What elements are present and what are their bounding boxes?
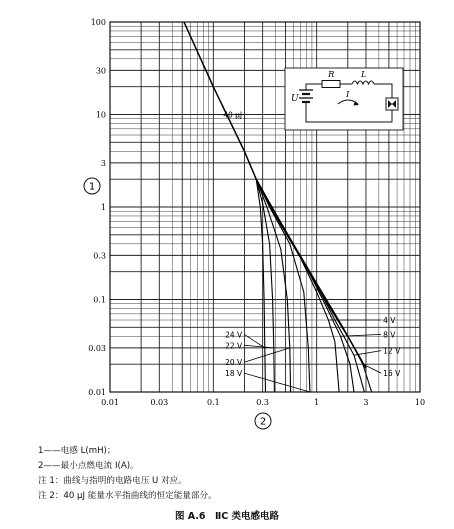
resistor-label: R xyxy=(328,70,335,80)
curve-label: 16 V xyxy=(383,369,401,379)
label-leader-line xyxy=(244,348,290,362)
note-inductance-legend: 1——电感 L(mH)； xyxy=(38,446,116,456)
curve-label: 12 V xyxy=(383,346,401,356)
note-1: 注 1：曲线与指明的电路电压 U 对应。 xyxy=(38,476,187,486)
current-label: I xyxy=(346,90,350,100)
y-axis-marker-text: 1 xyxy=(88,181,96,193)
curve-label: 20 V xyxy=(225,358,243,368)
notes xyxy=(38,444,438,504)
y-tick-label: 0.03 xyxy=(88,343,106,353)
inset-frame xyxy=(285,68,403,130)
figure-caption: 图 A.6 ⅡC 类电感电路 xyxy=(174,511,280,522)
y-axis-marker xyxy=(84,178,100,194)
y-tick-label: 0.1 xyxy=(93,295,106,305)
x-tick-label: 0.01 xyxy=(101,398,119,407)
circuit-inset xyxy=(285,68,403,130)
x-tick-label: 0.03 xyxy=(150,398,169,407)
curve-label: 18 V xyxy=(225,369,243,379)
inductor-label: L xyxy=(361,70,367,80)
note-2: 注 2：40 μJ 能量水平指曲线的恒定能量部分。 xyxy=(38,491,217,501)
x-tick-label: 0.1 xyxy=(206,398,220,407)
curve-label: 8 V xyxy=(383,330,396,340)
y-tick-label: 100 xyxy=(90,18,106,27)
label-leader-line xyxy=(244,373,310,392)
y-tick-label: 10 xyxy=(95,110,106,120)
y-tick-label: 0.01 xyxy=(88,388,106,397)
x-tick-label: 1 xyxy=(314,398,320,407)
x-axis-marker-text: 2 xyxy=(259,416,267,428)
curve-label: 22 V xyxy=(225,341,243,351)
y-tick-label: 1 xyxy=(100,203,106,212)
y-tick-label: 3 xyxy=(100,158,106,168)
label-leader-line xyxy=(354,351,381,356)
y-tick-label: 0.3 xyxy=(93,251,106,261)
y-tick-label: 30 xyxy=(95,66,106,76)
spark-gap-icon xyxy=(386,98,398,110)
note-current-legend: 2——最小点燃电流 I(A)。 xyxy=(38,461,139,471)
curve-label: 4 V xyxy=(383,316,396,326)
curve-label: 24 V xyxy=(225,330,243,340)
x-tick-label: 0.3 xyxy=(256,398,270,407)
x-tick-label: 3 xyxy=(363,398,369,407)
curve-label: 40 μJ xyxy=(223,110,243,120)
y-axis-tick-labels xyxy=(88,18,106,397)
voltage-label: U xyxy=(291,94,299,104)
x-axis-marker xyxy=(255,413,271,429)
x-tick-label: 10 xyxy=(414,398,426,407)
x-axis-tick-labels xyxy=(101,398,425,407)
resistor-icon xyxy=(322,81,340,88)
